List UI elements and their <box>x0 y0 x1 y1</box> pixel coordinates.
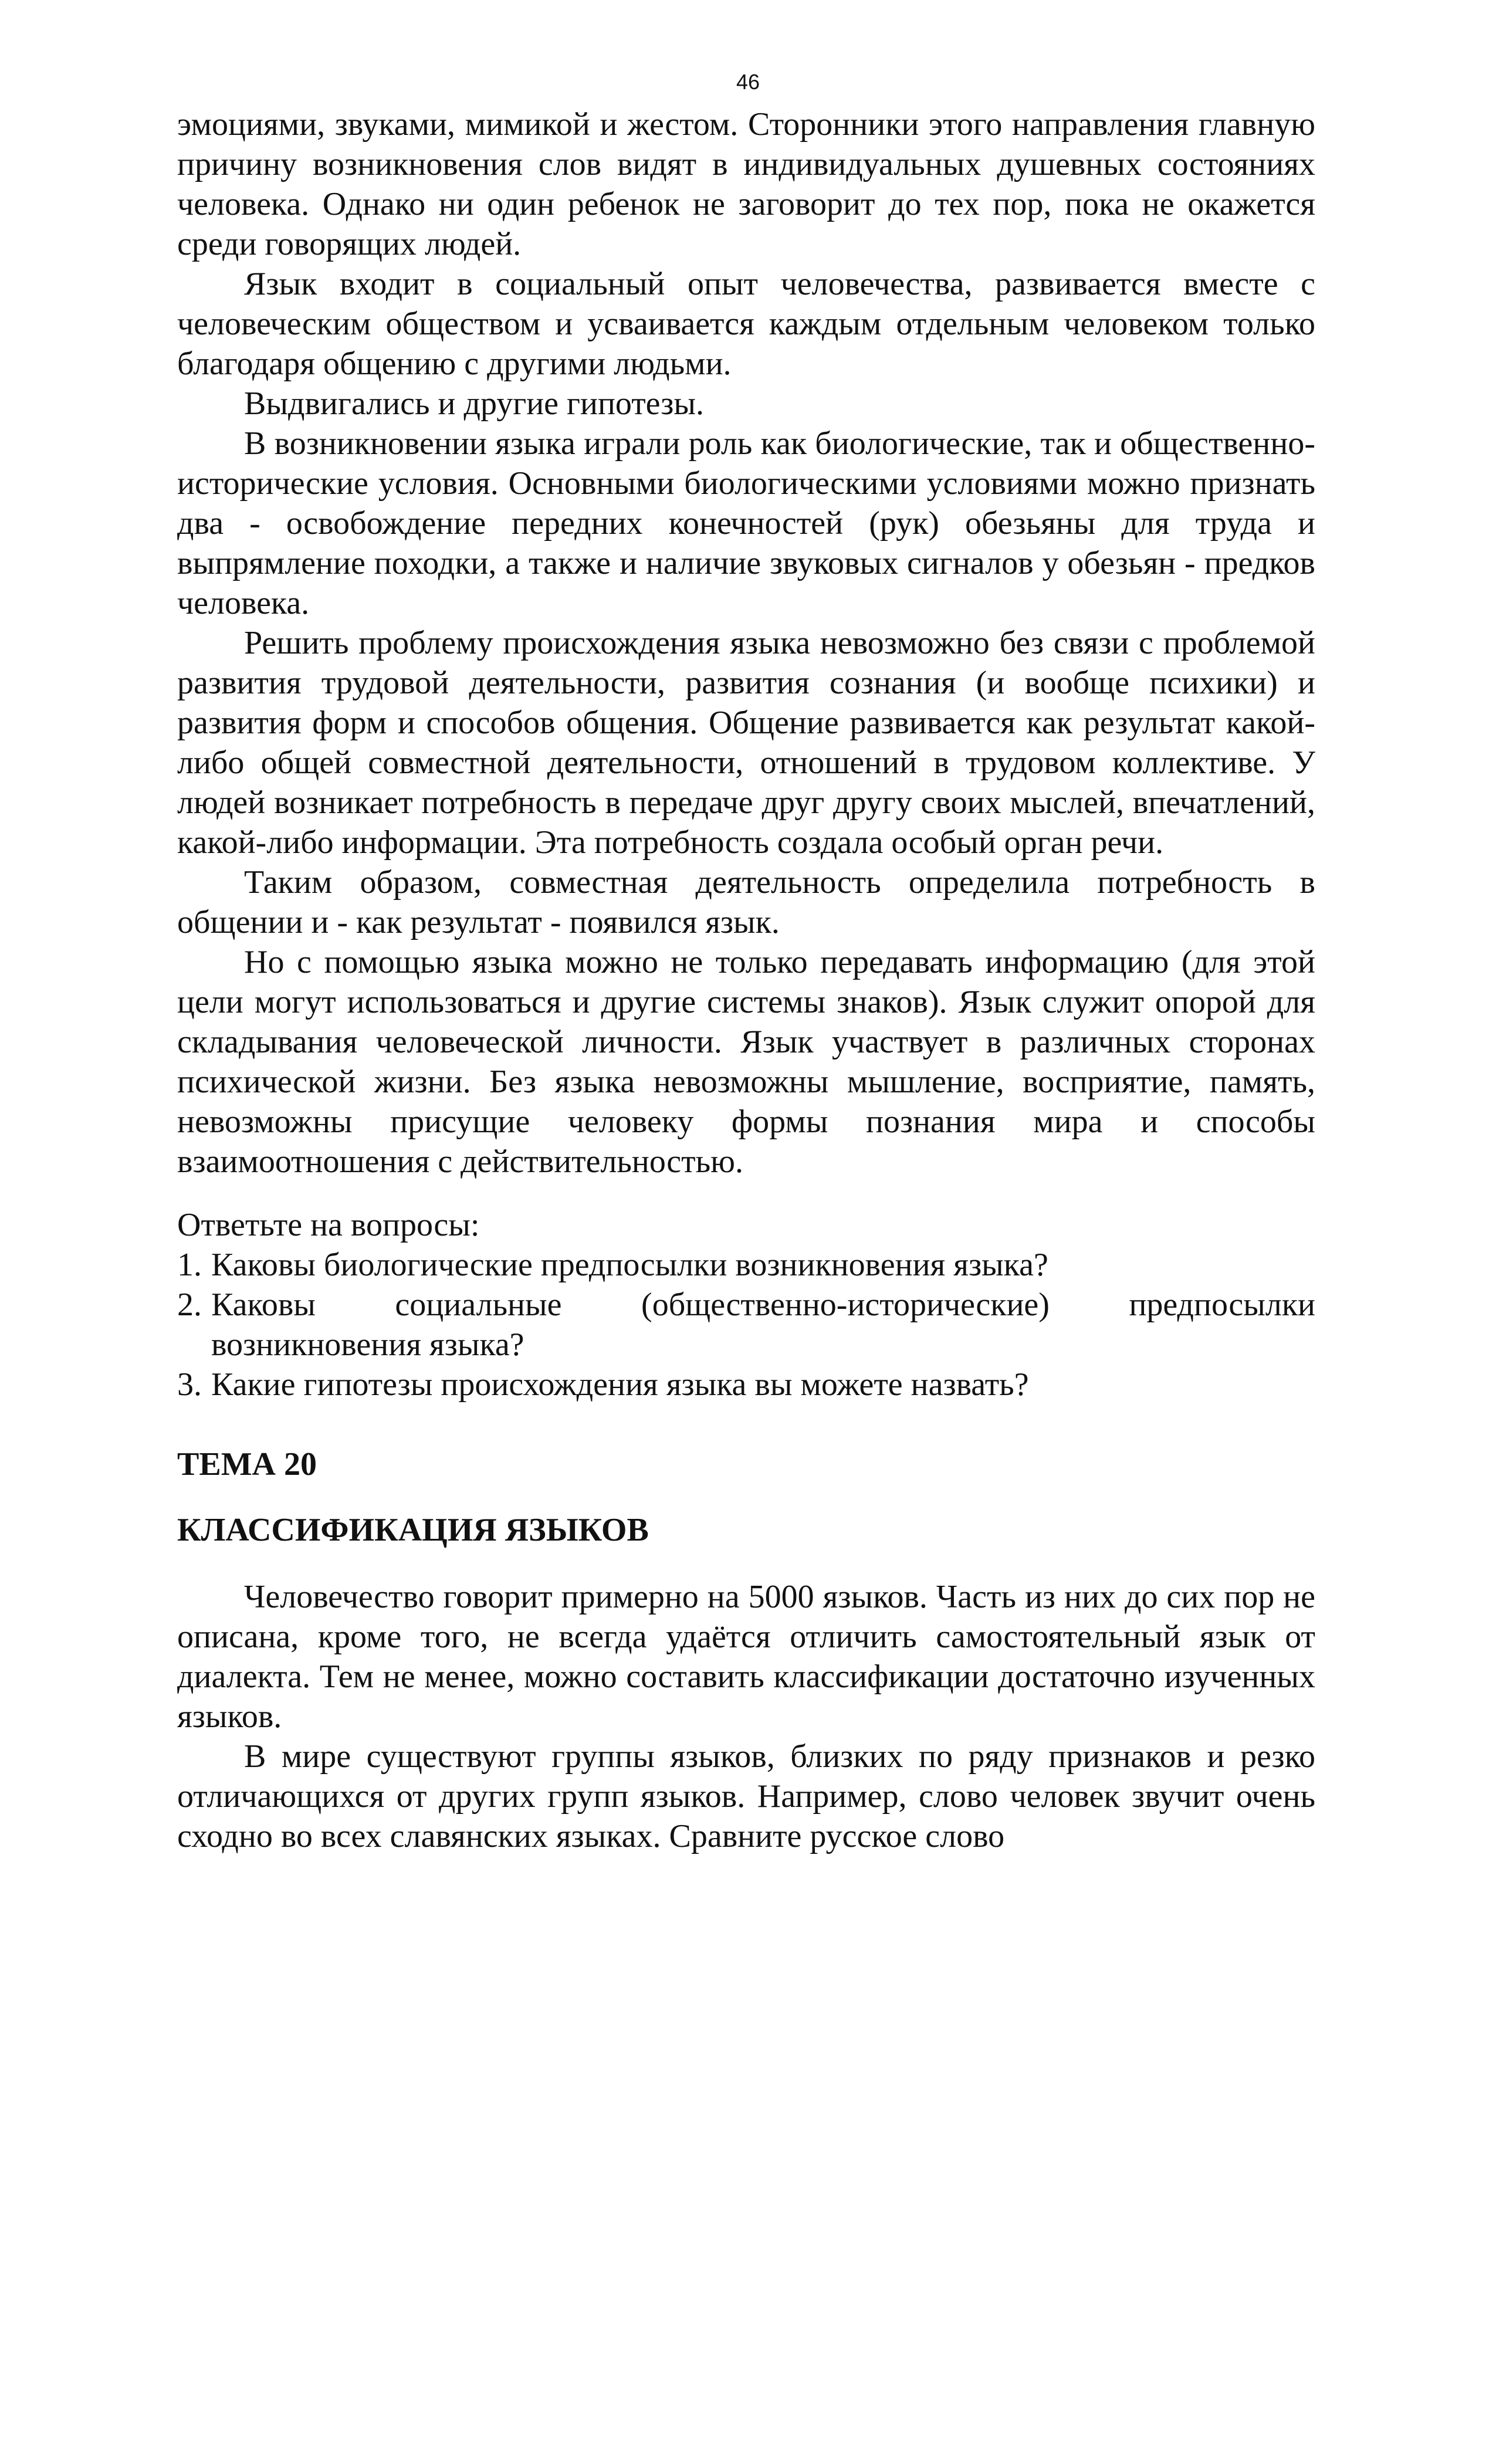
question-number: 2. <box>177 1287 202 1323</box>
question-item <box>177 1365 1315 1404</box>
spacer <box>177 1484 1315 1510</box>
questions-list <box>177 1245 1315 1404</box>
paragraph: Решить проблему происхождения языка невозможно без связи с проблемой развития трудовой деятельности, развития сознания (и вообще психики) и развития форм и способов общения. Общение развивается как результат какой-либо общей совместной деятельности, отношений в трудовом коллективе. У людей возникает потребность в передаче друг другу своих мыслей, впечатлений, какой-либо информации. Эта потребность создала особый орган речи. <box>177 625 1315 861</box>
paragraph: Язык входит в социальный опыт человечества, развивается вместе с человеческим обществом и усваивается каждым отдельным человеком только благодаря общению с другими людьми. <box>177 266 1315 382</box>
paragraph: В мире существуют группы языков, близких по ряду признаков и резко отличающихся от других групп языков. Например, слово человек звучит очень сходно во всех славянских языках. Сравните русское слово <box>177 1738 1315 1854</box>
question-number: 1. <box>177 1247 202 1283</box>
paragraph: Человечество говорит примерно на 5000 языков. Часть из них до сих пор не описана, кроме того, не всегда удаётся отличить самостоятельный язык от диалекта. Тем не менее, можно составить классификации достаточно изученных языков. <box>177 1579 1315 1735</box>
page-number: 46 <box>736 70 760 94</box>
question-text: Каковы социальные (общественно-исторические) предпосылки возникновения языка? <box>211 1287 1315 1363</box>
paragraph: Таким образом, совместная деятельность определила потребность в общении и - как результат - появился язык. <box>177 864 1315 940</box>
spacer <box>177 1182 1315 1205</box>
question-text: Какие гипотезы происхождения языка вы можете назвать? <box>211 1366 1029 1403</box>
paragraph: Выдвигались и другие гипотезы. <box>244 385 704 422</box>
spacer <box>177 1550 1315 1577</box>
page-content <box>177 104 1315 1856</box>
topic-label: ТЕМА 20 <box>177 1446 317 1483</box>
questions-title: Ответьте на вопросы: <box>177 1207 480 1243</box>
paragraph: Но с помощью языка можно не только передавать информацию (для этой цели могут использоваться и другие системы знаков). Язык служит опорой для складывания человеческой личности. Язык участвует в различных сторонах психической жизни. Без языка невозможны мышление, восприятие, память, невозможны присущие человеку формы познания мира и способы взаимоотношения с действительностью. <box>177 944 1315 1180</box>
paragraph: В возникновении языка играли роль как биологические, так и общественно-исторические условия. Основными биологическими условиями можно признать два - освобождение передних конечностей (рук) обезьяны для труда и выпрямление походки, а также и наличие звуковых сигналов у обезьян - предков человека. <box>177 425 1315 621</box>
question-text: Каковы биологические предпосылки возникновения языка? <box>211 1247 1048 1283</box>
spacer <box>177 1404 1315 1444</box>
question-number: 3. <box>177 1366 202 1403</box>
question-item <box>177 1245 1315 1285</box>
question-item <box>177 1285 1315 1365</box>
section-title: КЛАССИФИКАЦИЯ ЯЗЫКОВ <box>177 1512 649 1548</box>
paragraph: эмоциями, звуками, мимикой и жестом. Сторонники этого направления главную причину возникновения слов видят в индивидуальных душевных состояниях человека. Однако ни один ребенок не заговорит до тех пор, пока не окажется среди говорящих людей. <box>177 106 1315 262</box>
